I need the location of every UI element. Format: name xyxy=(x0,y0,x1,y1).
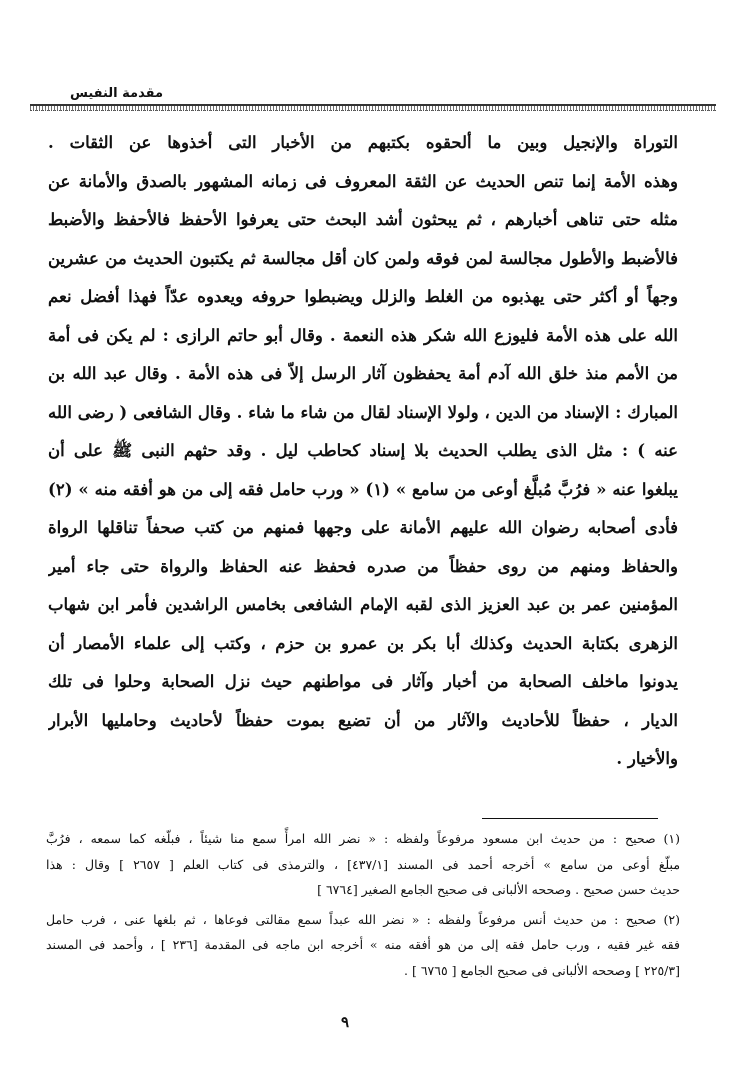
text-line: الزهرى بكتابة الحديث وكذلك أبا بكر بن عمرو بن حزم ، وكتب إلى علماء الأمصار أن xyxy=(48,633,678,653)
text-line: مثله حتى تناهى أخبارهم ، ثم يبحثون أشد البحث حتى يعرفوا الأحفظ فالأحفظ والأضبط xyxy=(48,210,678,229)
footnote-line: (٢) صحيح : من حديث أنس مرفوعاً ولفظه : « نضر الله عبداً سمع مقالتى فوعاها ، ثم بلغها عنى ، فرب حامل xyxy=(46,911,680,927)
text-line: عنه ) : مثل الذى يطلب الحديث بلا إسناد كحاطب ليل . وقد حثهم النبى ﷺ على أن xyxy=(48,441,678,460)
text-line: والأخيار . xyxy=(616,749,678,768)
text-line: الله على هذه الأمة فليوزع الله شكر هذه النعمة . وقال أبو حاتم الرازى : لم يكن فى أمة xyxy=(48,325,678,345)
text-line: الديار ، حفظاً للأحاديث والآثار من أن تضيع بموت حفظاً لأحاديث وحامليها الأبرار xyxy=(48,710,678,730)
footnote-line: مبلّغ أوعى من سامع » أخرجه أحمد فى المسند [٤٣٧/١] ، والترمذى فى كتاب العلم [ ٢٦٥٧ ] وقال : هذا xyxy=(46,856,680,872)
running-header: مقدمة النفيس xyxy=(69,86,163,101)
text-line: والحفاظ ومنهم من روى حفظاً من صدره فحفظ عنه الحفاظ والرواة حتى جاء أمير xyxy=(48,556,678,576)
text-line: التوراة والإنجيل وبين ما ألحقوه بكتبهم من الأخبار التى أخذوها عن الثقات . xyxy=(48,133,678,152)
text-line: فالأضبط والأطول مجالسة لمن فوقه ولمن كان أقل مجالسة ثم يكتبون الحديث من عشرين xyxy=(48,248,678,268)
main-text xyxy=(48,124,678,779)
text-line: وجهاً أو أكثر حتى يهذبوه من الغلط والزلل ويضبطوا حروفه ويعدوه عدّاً فهذا أفضل نعم xyxy=(48,287,678,306)
text-line: المؤمنين عمر بن عبد العزيز الذى لقبه الإمام الشافعى بخامس الراشدين فأمر ابن شهاب xyxy=(48,595,678,614)
text-line: فأدى أصحابه رضوان الله عليهم الأمانة على وجهها فمنهم من كتب صحفاً تناقلها الرواة xyxy=(48,518,678,537)
text-line: المبارك : الإسناد من الدين ، ولولا الإسناد لقال من شاء ما شاء . وقال الشافعى ( رضى الله xyxy=(48,402,678,422)
text-line: يدونوا ماخلف الصحابة من أخبار وآثار فى مواطنهم حيث نزل الصحابة وحلوا فى تلك xyxy=(48,672,678,691)
text-line: من الأمم منذ خلق الله آدم أمة يحفظون آثار الرسل إلاّ فى هذه الأمة . وقال عبد الله بن xyxy=(48,364,678,383)
text-line: يبلغوا عنه « فرُبَّ مُبلَّغ أوعى من سامع » (١) « ورب حامل فقه إلى من هو أفقه منه » (٢) xyxy=(48,479,678,499)
footnote-separator xyxy=(482,818,658,819)
footnote-1 xyxy=(46,826,680,903)
text-line: وهذه الأمة إنما تنص الحديث عن الثقة المعروف فى زمانه المشهور بالصدق والأمانة عن xyxy=(48,171,678,191)
footnote-line: [٢٢٥/٣ ] وصححه الألبانى فى صحيح الجامع [ ٦٧٦٥ ] . xyxy=(404,962,680,978)
footnote-line: حديث حسن صحيح . وصححه الألبانى فى صحيح الجامع الصغير [٦٧٦٤ ] xyxy=(317,882,680,897)
footnote-line: فقه غير فقيه ، ورب حامل فقه إلى من هو أفقه منه » أخرجه ابن ماجه فى المقدمة [٢٣٦ ] ، وأحمد فى المسند xyxy=(46,937,680,952)
footnote-line: (١) صحيح : من حديث ابن مسعود مرفوعاً ولفظه : « نضر الله امرأً سمع منا شيئاً ، فبلّغه كما سمعه ، فرُبَّ xyxy=(46,831,680,846)
page-number: ٩ xyxy=(340,1013,350,1031)
footnote-2 xyxy=(46,907,680,984)
header-rule xyxy=(30,104,716,111)
footnotes xyxy=(46,826,680,983)
